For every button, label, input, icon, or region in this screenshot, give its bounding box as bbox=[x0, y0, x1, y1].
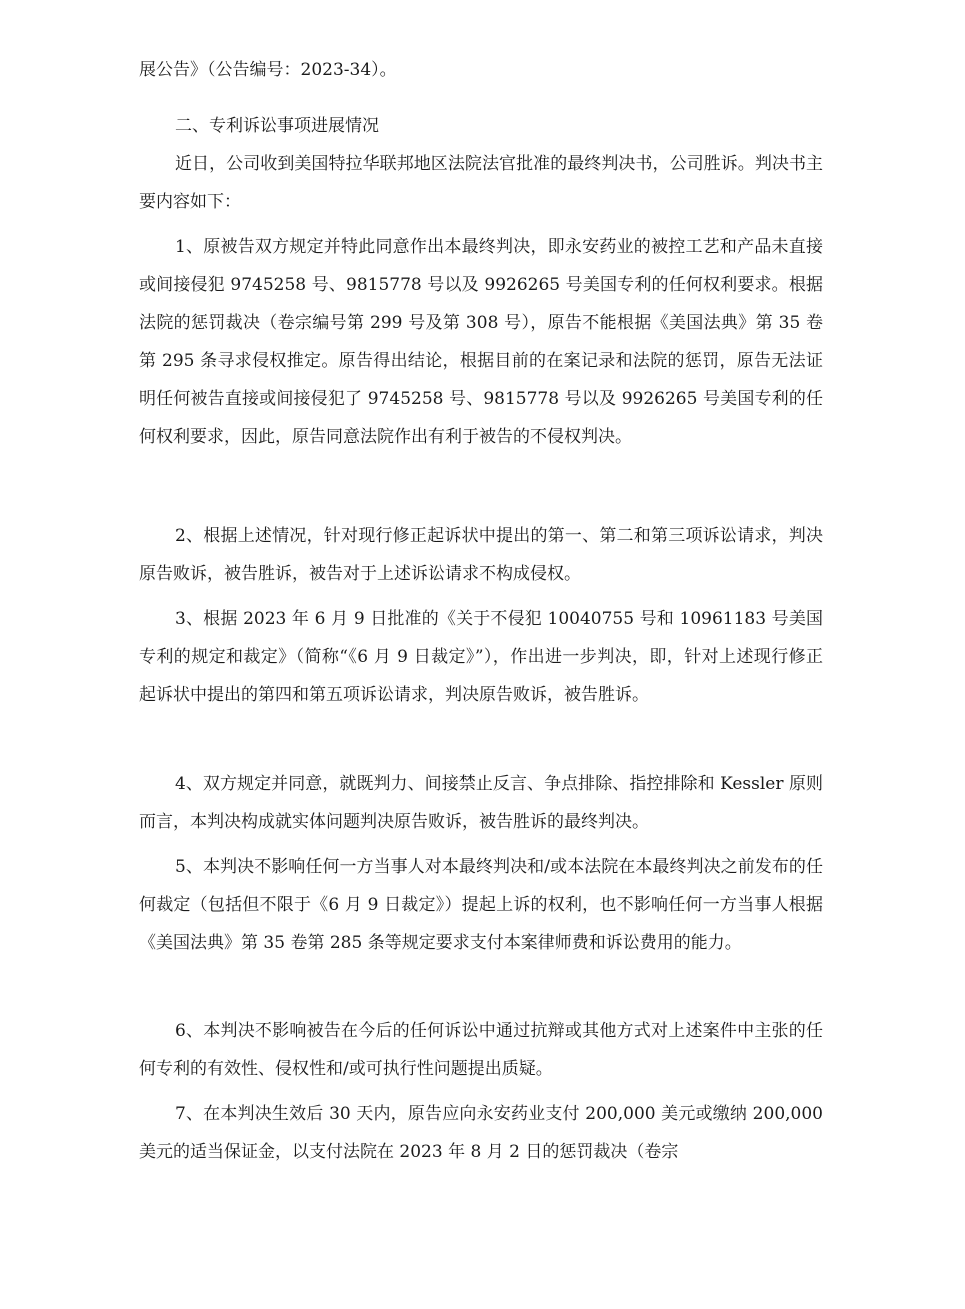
section-heading-patent-litigation: 二、专利诉讼事项进展情况 bbox=[175, 116, 379, 136]
paragraph-item-6: 6、本判决不影响被告在今后的任何诉讼中通过抗辩或其他方式对上述案件中主张的任何专利的有效性、侵权性和/或可执行性问题提出质疑。 bbox=[139, 1021, 823, 1079]
paragraph-item-4: 4、双方规定并同意，就既判力、间接禁止反言、争点排除、指控排除和 Kessler 原则而言，本判决构成就实体问题判决原告败诉，被告胜诉的最终判决。 bbox=[139, 774, 823, 832]
paragraph-item-1: 1、原被告双方规定并特此同意作出本最终判决，即永安药业的被控工艺和产品未直接或间接侵犯 9745258 号、9815778 号以及 9926265 号美国专利的任何权利要求。根据法院的惩罚裁决（卷宗编号第 299 号及第 308 号），原告不能根据《美国法典》第 35 卷第 295 条寻求侵权推定。原告得出结论，根据目前的在案记录和法院的惩罚，原告无法证明任何被告直接或间接侵犯了 9745258 号、9815778 号以及 9926265 号美国专利的任何权利要求，因此，原告同意法院作出有利于被告的不侵权判决。 bbox=[139, 237, 823, 447]
paragraph-item-3: 3、根据 2023 年 6 月 9 日批准的《关于不侵犯 10040755 号和 10961183 号美国专利的规定和裁定》（简称“《6 月 9 日裁定》”），作出进一步判决，即，针对上述现行修正起诉状中提出的第四和第五项诉讼请求，判决原告败诉，被告胜诉。 bbox=[139, 609, 823, 705]
paragraph-item-7: 7、在本判决生效后 30 天内，原告应向永安药业支付 200,000 美元或缴纳 200,000 美元的适当保证金，以支付法院在 2023 年 8 月 2 日的惩罚裁决（卷宗 bbox=[139, 1104, 823, 1162]
paragraph-announcement-ref: 展公告》（公告编号：2023-34）。 bbox=[139, 60, 397, 80]
paragraph-item-5: 5、本判决不影响任何一方当事人对本最终判决和/或本法院在本最终判决之前发布的任何裁定（包括但不限于《6 月 9 日裁定》）提起上诉的权利，也不影响任何一方当事人根据《美国法典》第 35 卷第 285 条等规定要求支付本案律师费和诉讼费用的能力。 bbox=[139, 857, 823, 953]
paragraph-intro: 近日，公司收到美国特拉华联邦地区法院法官批准的最终判决书，公司胜诉。判决书主要内容如下： bbox=[139, 154, 823, 212]
paragraph-item-2: 2、根据上述情况，针对现行修正起诉状中提出的第一、第二和第三项诉讼请求，判决原告败诉，被告胜诉，被告对于上述诉讼请求不构成侵权。 bbox=[139, 526, 823, 584]
